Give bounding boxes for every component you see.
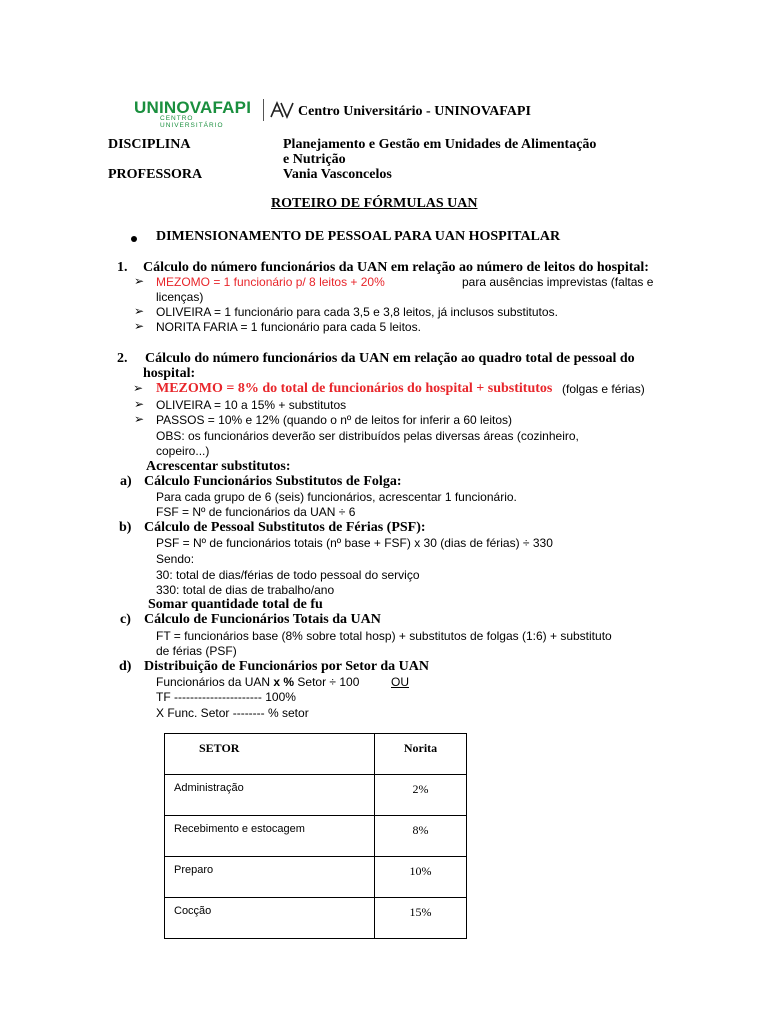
sub-b-line3: 30: total de dias/férias de todo pessoal do serviço xyxy=(156,568,420,582)
row-value: 2% xyxy=(412,782,429,796)
sub-d-formula-part3: Setor ÷ 100 xyxy=(294,675,360,689)
sub-b-line1: PSF = Nº de funcionários totais (nº base + FSF) x 30 (dias de férias) ÷ 330 xyxy=(156,536,553,550)
item1-norita: NORITA FARIA = 1 funcionário para cada 5 leitos. xyxy=(156,320,421,334)
item2-passos: PASSOS = 10% e 12% (quando o nº de leitos for inferir a 60 leitos) xyxy=(156,413,513,427)
acrescentar-heading: Acrescentar substitutos: xyxy=(146,459,291,474)
item1-mezomo-red: MEZOMO = 1 funcionário p/ 8 leitos + 20% xyxy=(156,275,385,289)
sub-b-line2: Sendo: xyxy=(156,552,195,566)
table-cell xyxy=(375,775,467,816)
bullet-icon xyxy=(131,236,137,242)
sub-d-ou: OU xyxy=(391,675,409,689)
arrow-bullet-icon: ➢ xyxy=(134,304,145,318)
table-header-cell xyxy=(375,734,467,775)
arrow-bullet-icon: ➢ xyxy=(134,319,145,333)
row-setor: Cocção xyxy=(174,905,212,917)
afya-logo-icon xyxy=(270,100,294,120)
sub-d-heading: Distribuição de Funcionários por Setor da UAN xyxy=(144,659,429,674)
sub-b-label: b) xyxy=(119,520,132,535)
sub-a-line1: Para cada grupo de 6 (seis) funcionários, acrescentar 1 funcionário. xyxy=(156,490,517,504)
logo-main-text: UNINOVAFAPI xyxy=(134,98,252,117)
table-cell xyxy=(375,816,467,857)
item2-heading-line2: hospital: xyxy=(143,366,196,381)
arrow-bullet-icon: ➢ xyxy=(134,412,145,426)
document-title: ROTEIRO DE FÓRMULAS UAN xyxy=(271,196,478,211)
sub-d-formula-part1: Funcionários da UAN xyxy=(156,675,274,689)
item1-oliveira: OLIVEIRA = 1 funcionário para cada 3,5 e 3,8 leitos, já inclusos substitutos. xyxy=(156,305,558,319)
row-value: 15% xyxy=(409,905,432,919)
disciplina-value-line1: Planejamento e Gestão em Unidades de Alimentação xyxy=(283,137,597,152)
logo-divider xyxy=(263,99,264,121)
section-heading: DIMENSIONAMENTO DE PESSOAL PARA UAN HOSPITALAR xyxy=(156,229,561,244)
arrow-bullet-icon: ➢ xyxy=(134,397,145,411)
sub-d-line2: TF ---------------------- 100% xyxy=(156,690,296,704)
sub-c-label: c) xyxy=(120,612,131,627)
sub-c-heading: Cálculo de Funcionários Totais da UAN xyxy=(144,612,381,627)
sub-d-line3: X Func. Setor -------- % setor xyxy=(156,706,309,720)
table-row xyxy=(165,816,467,857)
sub-b-heading: Cálculo de Pessoal Substitutos de Férias (PSF): xyxy=(144,520,426,535)
row-setor: Recebimento e estocagem xyxy=(174,823,305,835)
item2-mezomo-red: MEZOMO = 8% do total de funcionários do hospital + substitutos xyxy=(156,381,553,396)
table-cell xyxy=(165,898,375,939)
sub-a-line2: FSF = Nº de funcionários da UAN ÷ 6 xyxy=(156,505,356,519)
item1-number: 1. xyxy=(117,260,128,275)
disciplina-value-line2: e Nutrição xyxy=(283,152,346,167)
item1-heading: Cálculo do número funcionários da UAN em relação ao número de leitos do hospital: xyxy=(143,260,649,275)
header-setor: SETOR xyxy=(199,741,240,755)
row-value: 10% xyxy=(409,864,432,878)
sub-d-formula-part2: x % xyxy=(273,675,295,689)
table-cell xyxy=(375,857,467,898)
table-row xyxy=(165,775,467,816)
table-cell xyxy=(165,775,375,816)
row-setor: Preparo xyxy=(174,864,214,876)
disciplina-label: DISCIPLINA xyxy=(108,137,191,152)
item2-number: 2. xyxy=(117,351,128,366)
table-cell xyxy=(165,816,375,857)
item1-mezomo-rest: para ausências imprevistas (faltas e xyxy=(462,275,654,289)
professora-label: PROFESSORA xyxy=(108,167,203,182)
sub-c-line2: de férias (PSF) xyxy=(156,644,237,658)
table-header-cell xyxy=(165,734,375,775)
item2-oliveira: OLIVEIRA = 10 a 15% + substitutos xyxy=(156,398,347,412)
item1-mezomo-cont: licenças) xyxy=(156,290,204,304)
table-row xyxy=(165,898,467,939)
table-cell xyxy=(375,898,467,939)
table-header-row xyxy=(165,734,467,775)
table-row xyxy=(165,857,467,898)
item2-obs-line1: OBS: os funcionários deverão ser distribuídos pelas diversas áreas (cozinheiro, xyxy=(156,429,579,443)
item2-heading-line1: Cálculo do número funcionários da UAN em relação ao quadro total de pessoal do xyxy=(145,351,635,366)
institution-name: Centro Universitário - UNINOVAFAPI xyxy=(298,104,531,119)
row-setor: Administração xyxy=(174,782,244,794)
professora-value: Vania Vasconcelos xyxy=(283,167,392,182)
sub-d-label: d) xyxy=(119,659,132,674)
setor-table xyxy=(164,733,467,939)
header-norita: Norita xyxy=(403,741,438,755)
arrow-bullet-icon: ➢ xyxy=(133,381,144,395)
sub-d-formula xyxy=(156,675,359,689)
uninovafapi-logo xyxy=(134,98,254,129)
logo-sub-text: CENTRO UNIVERSITÁRIO xyxy=(160,115,224,129)
sub-a-heading: Cálculo Funcionários Substitutos de Folga: xyxy=(144,474,402,489)
item2-obs-line2: copeiro...) xyxy=(156,444,210,458)
item2-mezomo-rest: (folgas e férias) xyxy=(562,382,645,396)
sub-c-line1: FT = funcionários base (8% sobre total hosp) + substitutos de folgas (1:6) + substituto xyxy=(156,629,612,643)
sub-b-line4: 330: total de dias de trabalho/ano xyxy=(156,583,335,597)
sub-a-label: a) xyxy=(120,474,132,489)
row-value: 8% xyxy=(412,823,429,837)
arrow-bullet-icon: ➢ xyxy=(134,274,145,288)
sub-b-somar: Somar quantidade total de fu xyxy=(148,597,323,612)
table-cell xyxy=(165,857,375,898)
